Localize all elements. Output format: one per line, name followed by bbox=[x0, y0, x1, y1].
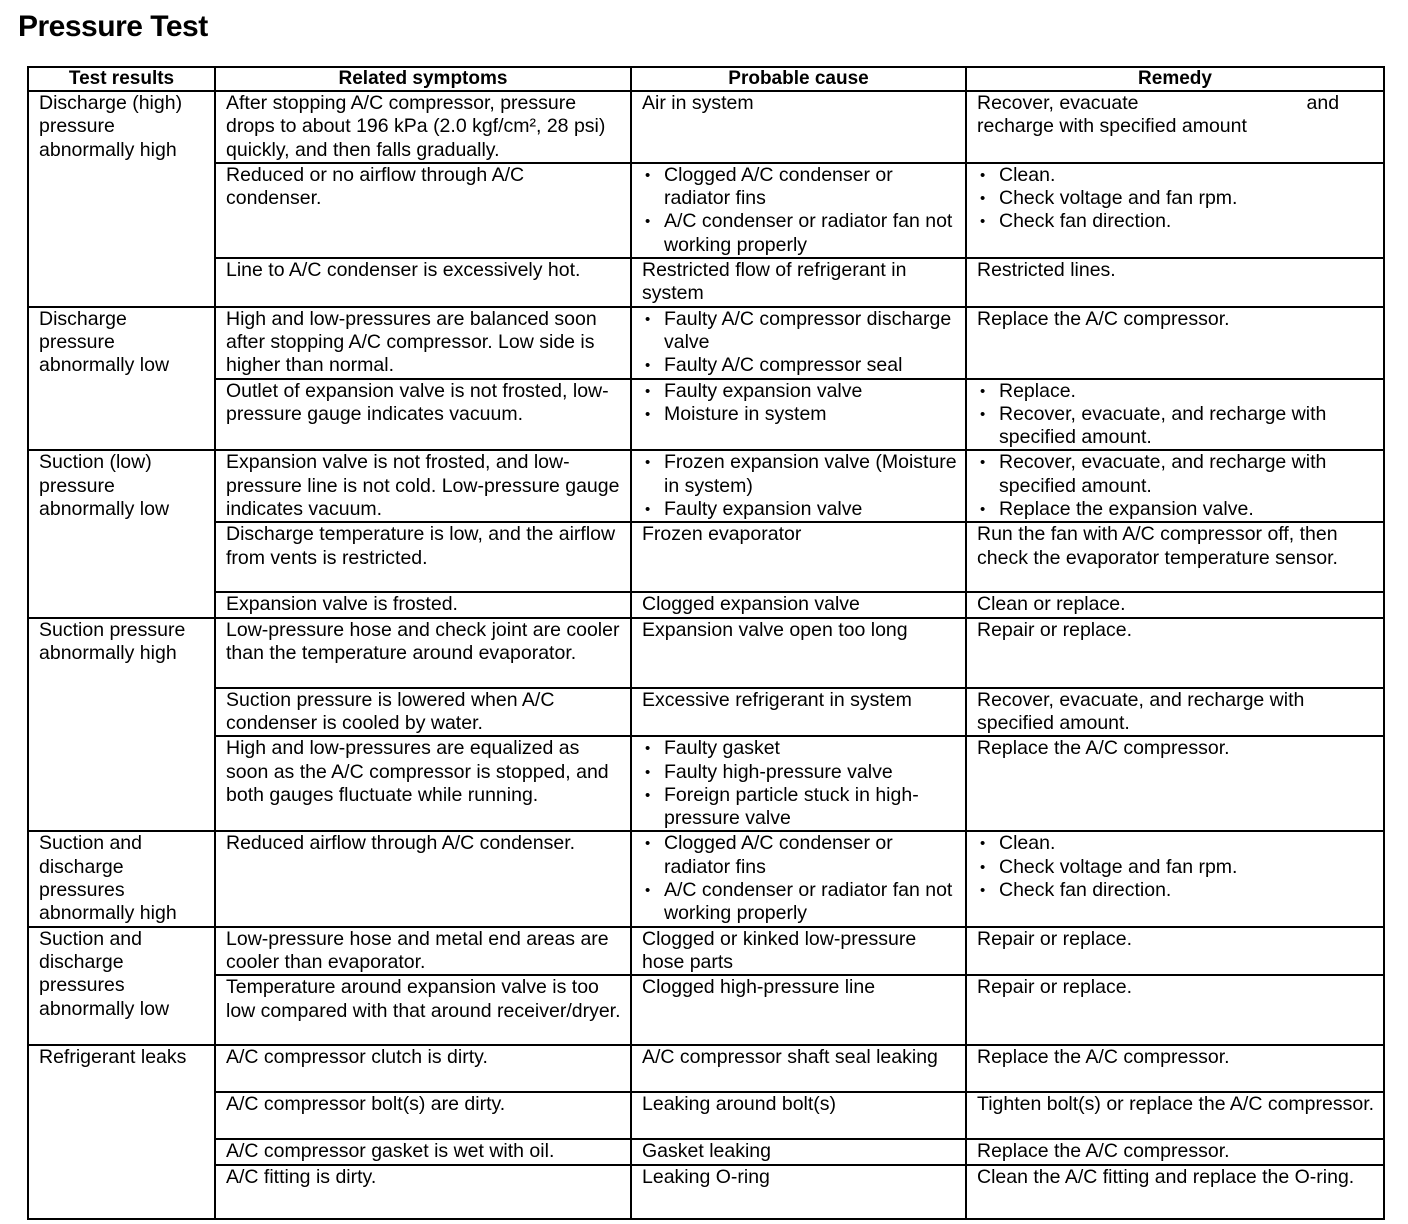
remedy-text: Run the fan with A/C compressor off, then check the evaporator temperature sensor. bbox=[977, 523, 1338, 569]
cause-list-item: • Faulty expansion valve bbox=[642, 498, 957, 521]
pressure-test-table bbox=[27, 66, 1385, 1220]
cause-cell bbox=[631, 450, 966, 522]
remedy-list-item: • Clean. bbox=[977, 164, 1375, 187]
cause-cell bbox=[631, 927, 966, 976]
remedy-cell bbox=[966, 592, 1384, 617]
remedy-list bbox=[977, 380, 1375, 450]
symptom-cell: Low-pressure hose and metal end areas are cooler than evaporator. bbox=[215, 927, 631, 976]
remedy-list-item: • Clean. bbox=[977, 832, 1375, 855]
remedy-text: Replace the A/C compressor. bbox=[977, 307, 1230, 330]
remedy-text: Replace the A/C compressor. bbox=[977, 1140, 1230, 1163]
remedy-list bbox=[977, 451, 1375, 521]
cause-cell bbox=[631, 379, 966, 451]
remedy-cell bbox=[966, 450, 1384, 522]
cause-list-item: • Clogged A/C condenser or radiator fins bbox=[642, 164, 957, 211]
cause-text: Excessive refrigerant in system bbox=[642, 688, 912, 711]
table-row bbox=[28, 450, 1384, 522]
symptom-cell: Suction pressure is lowered when A/C condenser is cooled by water. bbox=[215, 688, 631, 737]
cause-text: Air in system bbox=[642, 92, 754, 114]
cause-cell bbox=[631, 1165, 966, 1219]
cause-text: Frozen evaporator bbox=[642, 523, 802, 546]
remedy-list-item: • Check fan direction. bbox=[977, 879, 1375, 902]
cause-text: Clogged or kinked low-pressure hose parts bbox=[642, 927, 917, 973]
table-row bbox=[28, 831, 1384, 926]
cause-cell bbox=[631, 975, 966, 1045]
header-test-results: Test results bbox=[28, 67, 215, 91]
cause-list-item: • A/C condenser or radiator fan not working properly bbox=[642, 879, 957, 926]
symptom-cell: Expansion valve is frosted. bbox=[215, 592, 631, 617]
table-row bbox=[28, 163, 1384, 258]
test-result-cell: Refrigerant leaks bbox=[28, 1045, 215, 1218]
remedy-text: Tighten bolt(s) or replace the A/C compressor. bbox=[977, 1093, 1375, 1116]
remedy-list-item: • Recover, evacuate, and recharge with specified amount. bbox=[977, 451, 1375, 498]
symptom-cell: A/C fitting is dirty. bbox=[215, 1165, 631, 1219]
cause-text: Clogged high-pressure line bbox=[642, 976, 876, 999]
cause-list-item: • A/C condenser or radiator fan not working properly bbox=[642, 210, 957, 257]
remedy-list bbox=[977, 832, 1375, 902]
test-result-cell: Suction pressure abnormally high bbox=[28, 618, 215, 832]
table-row bbox=[28, 307, 1384, 379]
table-row bbox=[28, 379, 1384, 451]
symptom-cell: Temperature around expansion valve is too low compared with that around receiver/dryer. bbox=[215, 975, 631, 1045]
cause-text: Clogged expansion valve bbox=[642, 593, 860, 616]
cause-list-item: • Faulty A/C compressor seal bbox=[642, 354, 957, 377]
remedy-list-item: • Replace the expansion valve. bbox=[977, 498, 1375, 521]
remedy-cell bbox=[966, 688, 1384, 737]
symptom-cell: Low-pressure hose and check joint are cooler than the temperature around evaporator. bbox=[215, 618, 631, 688]
cause-text: Leaking around bolt(s) bbox=[642, 1093, 837, 1116]
header-probable-cause: Probable cause bbox=[631, 67, 966, 91]
cause-text: Leaking O-ring bbox=[642, 1165, 770, 1188]
cause-cell bbox=[631, 736, 966, 831]
remedy-cell bbox=[966, 618, 1384, 688]
remedy-cell bbox=[966, 1045, 1384, 1092]
cause-cell bbox=[631, 1092, 966, 1139]
test-result-cell: Suction and discharge pressures abnormally low bbox=[28, 927, 215, 1046]
cause-list-item: • Faulty expansion valve bbox=[642, 380, 957, 403]
header-row bbox=[28, 67, 1384, 91]
cause-list-item: • Frozen expansion valve (Moisture in system) bbox=[642, 451, 957, 498]
remedy-cell bbox=[966, 258, 1384, 307]
symptom-cell: Discharge temperature is low, and the airflow from vents is restricted. bbox=[215, 522, 631, 592]
table-row bbox=[28, 522, 1384, 592]
symptom-cell: A/C compressor clutch is dirty. bbox=[215, 1045, 631, 1092]
table-row bbox=[28, 1139, 1384, 1164]
symptom-cell: High and low-pressures are balanced soon after stopping A/C compressor. Low side is higher than normal. bbox=[215, 307, 631, 379]
remedy-text: Restricted lines. bbox=[977, 259, 1116, 282]
remedy-list-item: • Recover, evacuate, and recharge with specified amount. bbox=[977, 403, 1375, 450]
remedy-cell bbox=[966, 307, 1384, 379]
cause-list-item: • Faulty gasket bbox=[642, 737, 957, 760]
table-row bbox=[28, 1045, 1384, 1092]
header-related-symptoms: Related symptoms bbox=[215, 67, 631, 91]
remedy-cell bbox=[966, 379, 1384, 451]
cause-cell bbox=[631, 522, 966, 592]
cause-cell bbox=[631, 831, 966, 926]
page-title: Pressure Test bbox=[18, 10, 208, 43]
table-row bbox=[28, 927, 1384, 976]
remedy-text: Replace the A/C compressor. bbox=[977, 737, 1230, 760]
remedy-cell bbox=[966, 736, 1384, 831]
cause-cell bbox=[631, 307, 966, 379]
table-row bbox=[28, 258, 1384, 307]
remedy-cell bbox=[966, 1139, 1384, 1164]
cause-list-item: • Clogged A/C condenser or radiator fins bbox=[642, 832, 957, 879]
cause-list bbox=[642, 308, 957, 378]
test-result-cell: Suction (low) pressure abnormally low bbox=[28, 450, 215, 617]
cause-cell bbox=[631, 91, 966, 163]
cause-cell bbox=[631, 592, 966, 617]
remedy-cell bbox=[966, 975, 1384, 1045]
cause-cell bbox=[631, 163, 966, 258]
table-row bbox=[28, 618, 1384, 688]
cause-cell bbox=[631, 1045, 966, 1092]
remedy-cell bbox=[966, 91, 1384, 163]
remedy-list-item: • Replace. bbox=[977, 380, 1375, 403]
table-row bbox=[28, 1165, 1384, 1219]
remedy-cell bbox=[966, 927, 1384, 976]
symptom-cell: Reduced airflow through A/C condenser. bbox=[215, 831, 631, 926]
table-row bbox=[28, 736, 1384, 831]
cause-list bbox=[642, 380, 957, 427]
remedy-cell bbox=[966, 831, 1384, 926]
test-result-cell: Discharge pressure abnormally low bbox=[28, 307, 215, 451]
symptom-cell: A/C compressor bolt(s) are dirty. bbox=[215, 1092, 631, 1139]
cause-list bbox=[642, 832, 957, 925]
test-result-cell: Suction and discharge pressures abnormally high bbox=[28, 831, 215, 926]
remedy-text: Clean or replace. bbox=[977, 593, 1126, 616]
remedy-cell bbox=[966, 163, 1384, 258]
test-result-cell: Discharge (high) pressure abnormally high bbox=[28, 91, 215, 307]
cause-text: Expansion valve open too long bbox=[642, 618, 908, 641]
table-row bbox=[28, 1092, 1384, 1139]
cause-list-item: • Moisture in system bbox=[642, 403, 957, 426]
remedy-list bbox=[977, 164, 1375, 234]
table-row bbox=[28, 592, 1384, 617]
remedy-text: and recharge with specified amount bbox=[977, 92, 1340, 138]
cause-list-item: • Faulty high-pressure valve bbox=[642, 761, 957, 784]
table-row bbox=[28, 975, 1384, 1045]
cause-text: A/C compressor shaft seal leaking bbox=[642, 1046, 938, 1069]
remedy-text: Repair or replace. bbox=[977, 976, 1132, 999]
cause-text: Restricted flow of refrigerant in system bbox=[642, 259, 907, 305]
cause-text: Gasket leaking bbox=[642, 1140, 771, 1163]
cause-cell bbox=[631, 1139, 966, 1164]
remedy-list-item: • Check fan direction. bbox=[977, 210, 1375, 233]
remedy-cell bbox=[966, 522, 1384, 592]
table-row bbox=[28, 688, 1384, 737]
header-remedy: Remedy bbox=[966, 67, 1384, 91]
remedy-text: Recover, evacuate, and recharge with specified amount. bbox=[977, 688, 1305, 734]
symptom-cell: Expansion valve is not frosted, and low-pressure line is not cold. Low-pressure gauge indicates vacuum. bbox=[215, 450, 631, 522]
cause-list bbox=[642, 451, 957, 521]
remedy-text: Recover, evacuate bbox=[977, 92, 1139, 114]
remedy-text: Replace the A/C compressor. bbox=[977, 1046, 1230, 1069]
cause-list-item: • Foreign particle stuck in high-pressure valve bbox=[642, 784, 957, 831]
cause-cell bbox=[631, 688, 966, 737]
table-row bbox=[28, 91, 1384, 163]
symptom-cell: High and low-pressures are equalized as soon as the A/C compressor is stopped, and both gauges fluctuate while running. bbox=[215, 736, 631, 831]
symptom-cell: Reduced or no airflow through A/C condenser. bbox=[215, 163, 631, 258]
cause-list bbox=[642, 737, 957, 830]
cause-list bbox=[642, 164, 957, 257]
remedy-cell bbox=[966, 1165, 1384, 1219]
remedy-text: Repair or replace. bbox=[977, 618, 1132, 641]
remedy-cell bbox=[966, 1092, 1384, 1139]
symptom-cell: Outlet of expansion valve is not frosted, low-pressure gauge indicates vacuum. bbox=[215, 379, 631, 451]
remedy-text: Repair or replace. bbox=[977, 927, 1132, 950]
cause-list-item: • Faulty A/C compressor discharge valve bbox=[642, 308, 957, 355]
cause-cell bbox=[631, 618, 966, 688]
symptom-cell: After stopping A/C compressor, pressure drops to about 196 kPa (2.0 kgf/cm², 28 psi) quickly, and then falls gradually. bbox=[215, 91, 631, 163]
cause-cell bbox=[631, 258, 966, 307]
symptom-cell: A/C compressor gasket is wet with oil. bbox=[215, 1139, 631, 1164]
remedy-list-item: • Check voltage and fan rpm. bbox=[977, 856, 1375, 879]
remedy-text: Clean the A/C fitting and replace the O-ring. bbox=[977, 1165, 1355, 1188]
symptom-cell: Line to A/C condenser is excessively hot. bbox=[215, 258, 631, 307]
remedy-list-item: • Check voltage and fan rpm. bbox=[977, 187, 1375, 210]
